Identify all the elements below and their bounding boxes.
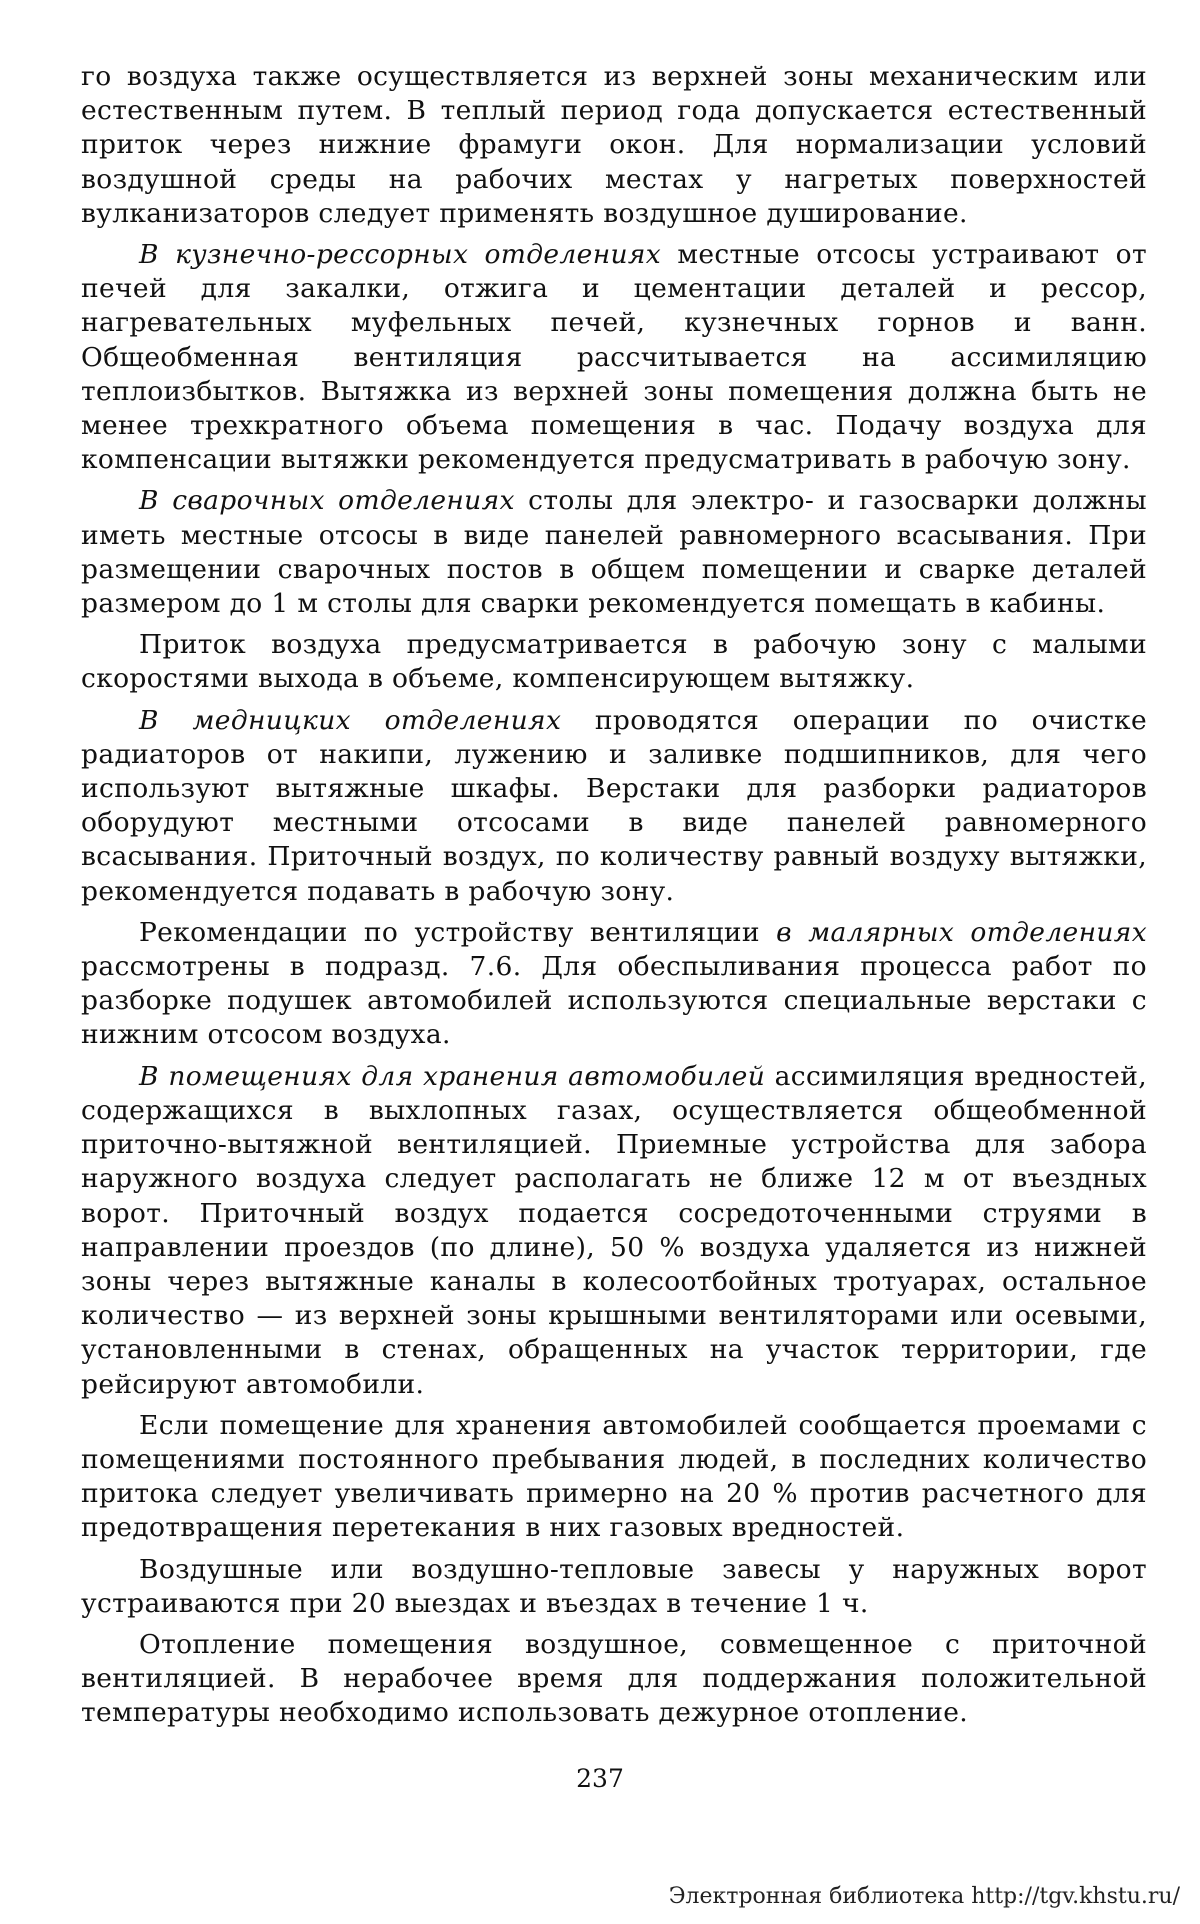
paragraph-7-heading: В помещениях для хранения автомобилей [139,1060,766,1092]
paragraph-8 [81,1409,1147,1546]
paragraph-2-heading: В кузнечно-рессорных отделениях [139,239,662,271]
paragraph-6-text: рассмотрены в подразд. 7.6. Для обеспыливания процесса работ по разборке подушек автомобилей используются специальные верстаки с нижним отсосом воздуха. [81,951,1147,1051]
paragraph-5-text: проводятся операции по очистке радиаторов от накипи, лужению и заливке подшипников, для чего используют вытяжные шкафы. Верстаки для разборки радиаторов оборудуют местными отсосами в виде панелей равномерного всасывания. Приточный воздух, по количеству равный воздуху вытяжки, рекомендуется подавать в рабочую зону. [81,704,1148,907]
paragraph-7 [81,1060,1147,1402]
paragraph-6 [81,916,1147,1053]
paragraph-5-heading: В медницких отделениях [139,704,562,736]
page-number: 237 [576,1764,624,1793]
paragraph-3-heading: В сварочных отделениях [139,485,515,517]
page-body [81,60,1147,1738]
paragraph-6-lead: Рекомендации по устройству вентиляции [139,916,777,948]
paragraph-7-text: ассимиляция вредностей, содержащихся в выхлопных газах, осуществляется общеобменной приточно-вытяжной вентиляцией. Приемные устройства для забора наружного воздуха следует располагать не ближе 12 м от въездных ворот. Приточный воздух подается сосредоточенными струями в направлении проездов (по длине), 50 % воздуха удаляется из нижней зоны через вытяжные каналы в колесоотбойных тротуарах, остальное количество — из верхней зоны крышными вентиляторами или осевыми, установленными в стенах, обращенных на участок территории, где рейсируют автомобили. [81,1060,1147,1400]
paragraph-2-text: местные отсосы устраивают от печей для закалки, отжига и цементации деталей и рессор, нагревательных муфельных печей, кузнечных горнов и ванн. Общеобменная вентиляция рассчитывается на ассимиляцию теплоизбытков. Вытяжка из верхней зоны помещения должна быть не менее трехкратного объема помещения в час. Подачу воздуха для компенсации вытяжки рекомендуется предусматривать в рабочую зону. [81,239,1147,476]
paragraph-2 [81,238,1147,477]
paragraph-4-text: Приток воздуха предусматривается в рабочую зону с малыми скоростями выхода в объеме, компенсирующем вытяжку. [81,629,1147,695]
paragraph-9 [81,1553,1147,1621]
paragraph-9-text: Воздушные или воздушно-тепловые завесы у наружных ворот устраиваются при 20 выездах и въездах в течение 1 ч. [81,1553,1147,1619]
paragraph-5 [81,704,1147,909]
paragraph-3 [81,484,1147,621]
paragraph-1-text: го воздуха также осуществляется из верхней зоны механическим или естественным путем. В теплый период года допускается естественный приток через нижние фрамуги окон. Для нормализации условий воздушной среды на рабочих местах у нагретых поверхностей вулканизаторов следует применять воздушное душирование. [81,61,1147,229]
paragraph-1 [81,60,1147,231]
paragraph-10 [81,1628,1147,1731]
paragraph-8-text: Если помещение для хранения автомобилей сообщается проемами с помещениями постоянного пребывания людей, в последних количество притока следует увеличивать примерно на 20 % против расчетного для предотвращения перетекания в них газовых вредностей. [81,1409,1147,1544]
paragraph-3-text: столы для электро- и газосварки должны иметь местные отсосы в виде панелей равномерного всасывания. При размещении сварочных постов в общем помещении и сварке деталей размером до 1 м столы для сварки рекомендуется помещать в кабины. [81,485,1147,620]
paragraph-10-text: Отопление помещения воздушное, совмещенное с приточной вентиляцией. В нерабочее время для поддержания положительной температуры необходимо использовать дежурное отопление. [81,1628,1147,1729]
paragraph-4 [81,628,1147,696]
paragraph-6-heading: в малярных отделениях [776,916,1148,948]
library-footer: Электронная библиотека http://tgv.khstu.ru/ [668,1884,1180,1909]
